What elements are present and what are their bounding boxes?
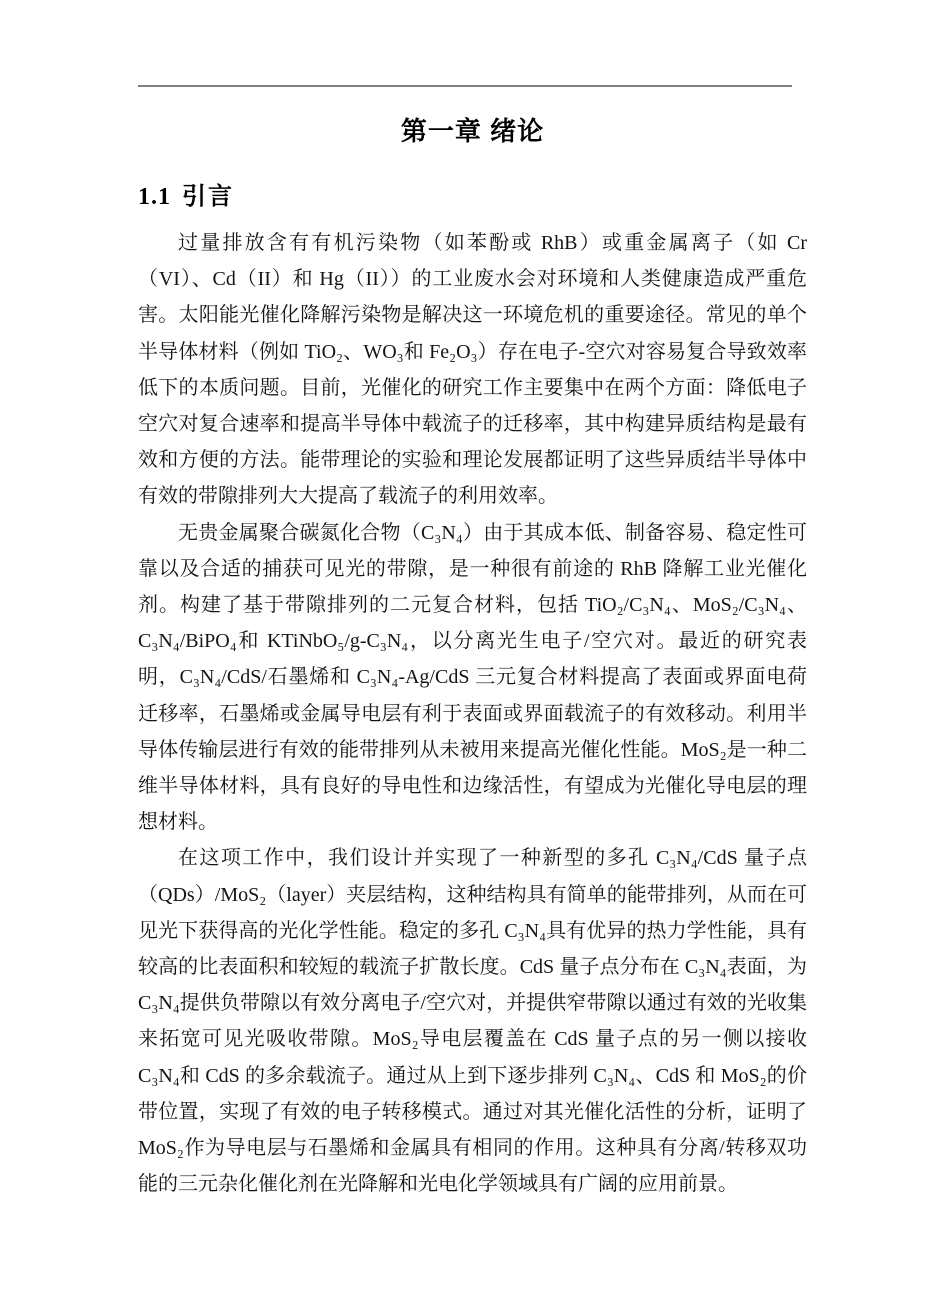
paragraph-c3n4-composites: 无贵金属聚合碳氮化合物（C₃N₄）由于其成本低、制备容易、稳定性可靠以及合适的捕获可见光的带隙，是一种很有前途的 RhB 降解工业光催化剂。构建了基于带隙排列的二元复合材料，包括 TiO₂/C₃N₄、MoS₂/C₃N₄、C₃N₄/BiPO₄和 KTiNbO₅/g-C₃N₄，以分离光生电子/空穴对。最近的研究表明，C₃N₄/CdS/石墨烯和 C₃N₄-Ag/CdS 三元复合材料提高了表面或界面电荷迁移率，石墨烯或金属导电层有利于表面或界面载流子的有效移动。利用半导体传输层进行有效的能带排列从未被用来提高光催化性能。MoS₂是一种二维半导体材料，具有良好的导电性和边缘活性，有望成为光催化导电层的理想材料。 bbox=[138, 521, 807, 834]
chapter-title: 第一章 绪论 bbox=[400, 116, 545, 146]
paragraph-intro-pollutants: 过量排放含有有机污染物（如苯酚或 RhB）或重金属离子（如 Cr（VI）、Cd（II）和 Hg（II））的工业废水会对环境和人类健康造成严重危害。太阳能光催化降解污染物是解决这一环境危机的重要途径。常见的单个半导体材料（例如 TiO₂、WO₃和 Fe₂O₃）存在电子-空穴对容易复合导致效率低下的本质问题。目前，光催化的研究工作主要集中在两个方面：降低电子空穴对复合速率和提高半导体中载流子的迁移率，其中构建异质结构是最有效和方便的方法。能带理论的实验和理论发展都证明了这些异质结半导体中有效的带隙排列大大提高了载流子的利用效率。 bbox=[138, 232, 807, 508]
section-number: 1.1 bbox=[138, 184, 171, 210]
body-text bbox=[138, 225, 807, 1202]
paragraph-this-work: 在这项工作中，我们设计并实现了一种新型的多孔 C₃N₄/CdS 量子点（QDs）/MoS₂（layer）夹层结构，这种结构具有简单的能带排列，从而在可见光下获得高的光化学性能。稳定的多孔 C₃N₄具有优异的热力学性能，具有较高的比表面积和较短的载流子扩散长度。CdS 量子点分布在 C₃N₄表面，为 C₃N₄提供负带隙以有效分离电子/空穴对，并提供窄带隙以通过有效的光收集来拓宽可见光吸收带隙。MoS₂导电层覆盖在 CdS 量子点的另一侧以接收 C₃N₄和 CdS 的多余载流子。通过从上到下逐步排列 C₃N₄、CdS 和 MoS₂的价带位置，实现了有效的电子转移模式。通过对其光催化活性的分析，证明了 MoS₂作为导电层与石墨烯和金属具有相同的作用。这种具有分离/转移双功能的三元杂化催化剂在光降解和光电化学领域具有广阔的应用前景。 bbox=[138, 847, 807, 1196]
section-heading bbox=[138, 183, 234, 212]
section-title: 引言 bbox=[182, 183, 234, 210]
header-divider-rule bbox=[138, 85, 792, 87]
